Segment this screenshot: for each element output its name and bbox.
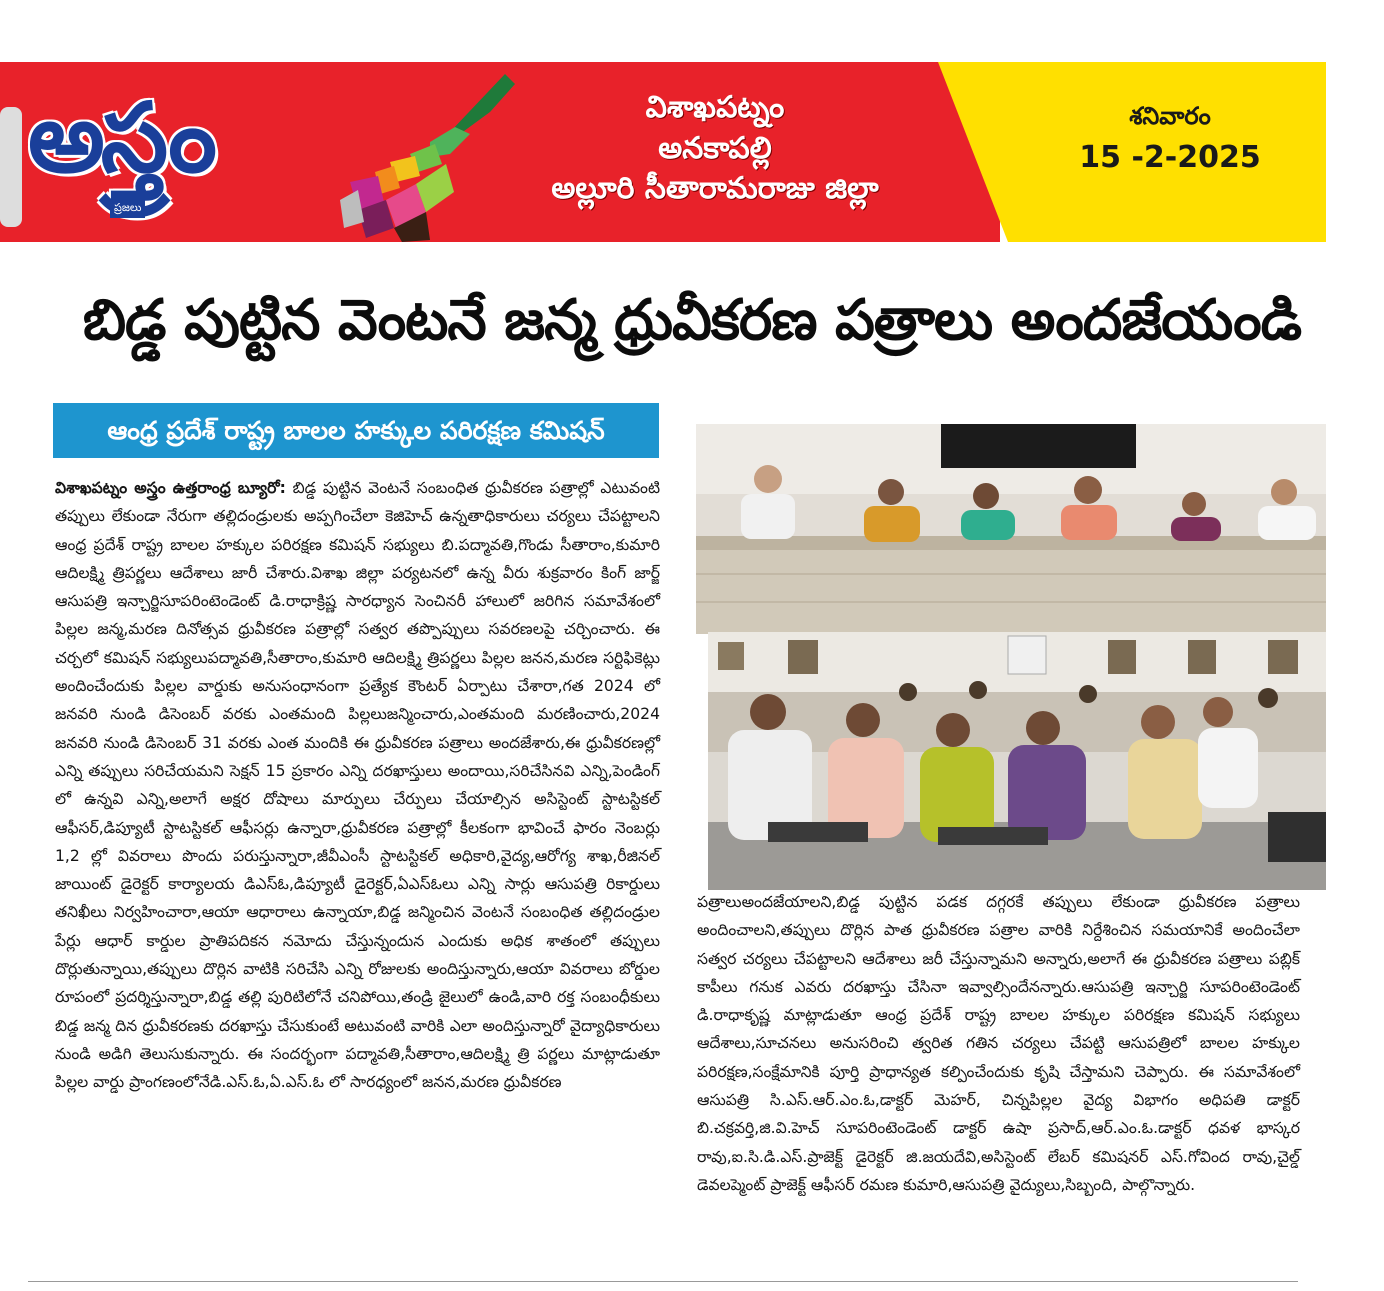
district-alluri-sitharama-raju: అల్లూరి సీతారామరాజు జిల్లా (551, 171, 879, 206)
audience-scene (708, 632, 1326, 890)
dais-scene (696, 424, 1326, 634)
issue-date (1060, 102, 1280, 175)
logo-wordmark: అస్త్రం (28, 82, 213, 194)
article-headline: బిడ్డ పుట్టిన వెంటనే జన్మ ధ్రువీకరణ పత్రాలు అందజేయండి (82, 288, 1302, 353)
logo-subtext: ప్రజలు (110, 200, 145, 218)
photo-audience (708, 632, 1326, 890)
article-body-left-text: బిడ్డ పుట్టిన వెంటనే సంబంధిత ధ్రువీకరణ పత్రాల్లో ఎటువంటి తప్పులు లేకుండా నేరుగా తల్లిదండ్రులకు అప్పగించేలా కెజిహెచ్ ఉన్నతాధికారులు చర్యలు చేపట్టాలని ఆంధ్ర ప్రదేశ్ రాష్ట్ర బాలల హక్కుల పరిరక్షణ కమిషన్ సభ్యులు బి.పద్మావతి,గొండు సీతారాం,కుమారి ఆదిలక్ష్మి త్రిపర్ణలు ఆదేశాలు జారీ చేశారు.విశాఖ జిల్లా పర్యటనలో ఉన్న వీరు శుక్రవారం కింగ్ జార్జ్ ఆసుపత్రి ఇన్చార్జిసూపరింటెండెంట్ డి.రాధాక్రిష్ణ సారధ్యాన సెంచినరీ హాలులో జరిగిన సమావేశంలో పిల్లల జన్మ,మరణ దినోత్సవ ధ్రువీకరణ పత్రాల్లో సత్వర తప్పొప్పులు సవరణలపై చర్చించారు. ఈ చర్చలో కమిషన్ సభ్యులుపద్మావతి,సీతారాం,కుమారి ఆదిలక్ష్మి త్రిపర్ణలు పిల్లల జనన,మరణ సర్టిఫికెట్లు అందించేందుకు పిల్లల వార్డుకు అనుసంధానంగా ప్రత్యేక కౌంటర్ ఏర్పాటు చేశారా,గత 2024 లో జనవరి నుండి డిసెంబర్ వరకు ఎంతమంది పిల్లలుజన్మించారు,ఎంతమంది మరణించారు,2024 జనవరి నుండి డిసెంబర్ 31 వరకు ఎంత మందికి ఈ ధ్రువీకరణ పత్రాలు అందజేశారు,ఈ ధ్రువీకరణల్లో ఎన్ని తప్పులు సరిచేయమని సెక్షన్ 15 ప్రకారం ఎన్ని దరఖాస్తులు అందాయి,సరిచేసినవి ఎన్ని,పెండింగ్ లో ఉన్నవి ఎన్ని,అలాగే అక్షర దోషాలు మార్పులు చేర్పులు చేయాల్సిన అసిస్టెంట్ స్టాటస్టికల్ ఆఫీసర్,డిప్యూటీ స్టాటస్టికల్ ఆఫీసర్లు ఉన్నారా,ధ్రువీకరణ పత్రాల్లో కీలకంగా భావించే ఫారం నెంబర్లు 1,2 ల్లో వివరాలు పొందు పరుస్తున్నారా,జీవీఎంసీ స్టాటస్టికల్ అధికారి,వైద్య,ఆరోగ్య శాఖ,రీజినల్ జాయింట్ డైరెక్టర్ కార్యాలయ డిఎస్ఓ,డిప్యూటీ డైరెక్టర్,ఏఎస్ఓలు ఎన్ని సార్లు ఆసుపత్రి రికార్డులు తనిఖీలు నిర్వహించారా,ఆయా ఆధారాలు ఉన్నాయా,బిడ్డ జన్మించిన వెంటనే సంబంధిత తల్లిదండ్రుల పేర్లు ఆధార్ కార్డుల ప్రాతిపదికన నమోదు చేస్తున్నందున ఎందుకు అధిక శాతంలో తప్పులు దొర్లుతున్నాయి,తప్పులు దొర్లిన వాటికి సరిచేసి ఎన్ని రోజులకు అందిస్తున్నారు,ఆయా వివరాలు బోర్డుల రూపంలో ప్రదర్శిస్తున్నారా,బిడ్డ తల్లి పురిటిలోనే చనిపోయి,తండ్రి జైలులో ఉండి,వారి రక్త సంబంధీకులు బిడ్డ జన్మ దిన ధ్రువీకరణకు దరఖాస్తు చేసుకుంటే అటువంటి వారికి ఎలా అందిస్తున్నారో వైద్యాధికారులు నుండి అడిగి తెలుసుకున్నారు. ఈ సందర్భంగా పద్మావతి,సీతారాం,ఆదిలక్ష్మి త్రి పర్ణలు మాట్లాడుతూ పిల్లల వార్డు ప్రాంగణంలోనేడి.ఎస్.ఓ,ఏ.ఎస్.ఓ లో సారధ్యంలో జనన,మరణ ధ్రువీకరణ (55, 479, 660, 1092)
masthead (0, 62, 1326, 242)
article-dateline: విశాఖపట్నం అస్త్రం ఉత్తరాంధ్ర బ్యూరో: (55, 479, 286, 497)
newspaper-logo (10, 82, 350, 227)
issue-date-value: 15 -2-2025 (1079, 140, 1261, 175)
district-anakapalli: అనకాపల్లి (658, 130, 772, 166)
district-names (480, 88, 950, 210)
article-kicker: ఆంధ్ర ప్రదేశ్ రాష్ట్ర బాలల హక్కుల పరిరక్షణ కమిషన్ (53, 403, 659, 458)
issue-day: శనివారం (1129, 102, 1211, 130)
article-body-left (55, 474, 660, 1097)
bottom-rule (28, 1281, 1298, 1282)
statue-graphic (0, 107, 22, 227)
photo-officials-on-dais (696, 424, 1326, 634)
district-visakhapatnam: విశాఖపట్నం (645, 90, 785, 125)
article-body-right: పత్రాలుఅందజేయాలని,బిడ్డ పుట్టిన పడక దగ్గరకే తప్పులు లేకుండా ధ్రువీకరణ పత్రాలు అందించాలని,తప్పులు దొర్లిన పాత ధ్రువీకరణ పత్రాల వారికి నిర్దేశించిన సమయానికే అందించేలా సత్వర చర్యలు చేపట్టాలని ఆదేశాలు జరీ చేస్తున్నామని అన్నారు,అలాగే ఈ ధ్రువీకరణ పత్రాలు పబ్లిక్ కాపీలు గనుక ఎవరు దరఖాస్తు చేసినా ఇవ్వాల్సిందేనన్నారు.ఆసుపత్రి ఇన్చార్జి సూపరింటెండెంట్ డి.రాధాకృష్ణ మాట్లాడుతూ ఆంధ్ర ప్రదేశ్ రాష్ట్ర బాలల హక్కుల పరిరక్షణ కమిషన్ సభ్యులు ఆదేశాలు,సూచనలు అనుసరించి త్వరిత గతిన చర్యలు చేపట్టి ఆసుపత్రిలో బాలల హక్కుల పరిరక్షణ,సంక్షేమానికి పూర్తి ప్రాధాన్యత కల్పించేందుకు కృషి చేస్తామని చెప్పారు. ఈ సమావేశంలో ఆసుపత్రి సి.ఎస్.ఆర్.ఎం.ఓ,డాక్టర్ మెహర్, చిన్నపిల్లల వైద్య విభాగం అధిపతి డాక్టర్ బి.చక్రవర్తి,జి.వి.హెచ్ సూపరింటెండెంట్ డాక్టర్ ఉషా ప్రసాద్,ఆర్.ఎం.ఓ.డాక్టర్ ధవళ భాస్కర రావు,ఐ.సి.డి.ఎస్.ప్రాజెక్ట్ డైరెక్టర్ జి.జయదేవి,అసిస్టెంట్ లేబర్ కమిషనర్ ఎస్.గోవింద రావు,చైల్డ్ డెవలప్మెంట్ ప్రాజెక్ట్ ఆఫీసర్ రమణ కుమారి,ఆసుపత్రి వైద్యులు,సిబ్బంది, పాల్గొన్నారు. (697, 893, 1300, 1194)
